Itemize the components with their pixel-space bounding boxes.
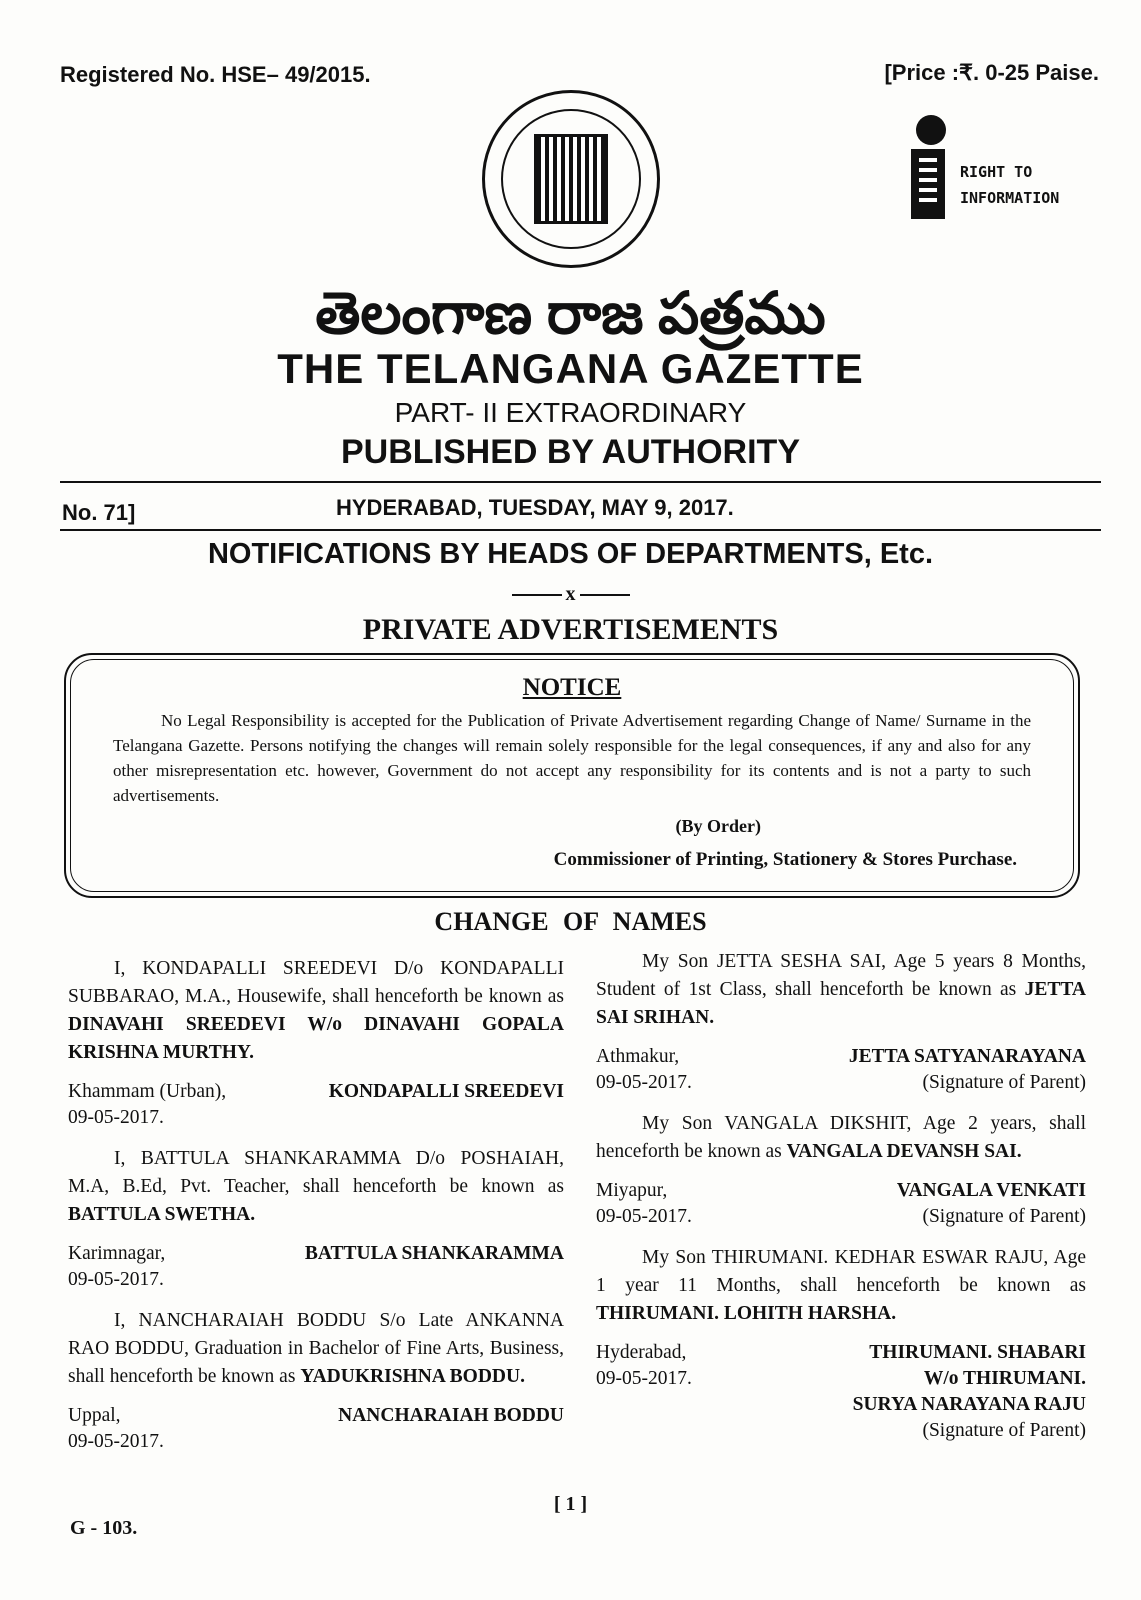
- name-change-entry: [68, 1145, 564, 1229]
- entry-text: My Son THIRUMANI. KEDHAR ESWAR RAJU, Age 1 year 11 Months, shall henceforth be known as: [596, 1247, 1086, 1296]
- kakatiya-gate-icon: [534, 134, 608, 224]
- place: Miyapur,: [596, 1180, 668, 1201]
- place: Uppal,: [68, 1405, 121, 1426]
- signature-note: (Signature of Parent): [922, 1206, 1086, 1227]
- title-telugu: తెలంగాణ రాజ పత్రము: [315, 281, 826, 346]
- date: 09-05-2017.: [596, 1072, 692, 1093]
- entry-text: I, KONDAPALLI SREEDEVI D/o KONDAPALLI SUBBARAO, M.A., Housewife, shall henceforth be known as: [68, 958, 564, 1007]
- notice-title: NOTICE: [522, 674, 622, 701]
- signature-block: [596, 1178, 1086, 1230]
- right-column: [596, 948, 1086, 1458]
- dateline: HYDERABAD, TUESDAY, MAY 9, 2017.: [336, 495, 734, 520]
- entry-text: I, BATTULA SHANKARAMMA D/o POSHAIAH, M.A, B.Ed, Pvt. Teacher, shall henceforth be known as: [68, 1148, 564, 1197]
- notice-body: No Legal Responsibility is accepted for the Publication of Private Advertisement regarding Change of Name/ Surname in the Telangana Gazette. Persons notifying the changes will remain solely responsible for the legal consequences, if any and also for any other misrepresentation etc. however, Government do not accept any responsibility for its contents and is not a party to such advertisements.: [113, 711, 1031, 805]
- new-name: VANGALA DEVANSH SAI.: [786, 1141, 1022, 1162]
- private-advertisements-heading: PRIVATE ADVERTISEMENTS: [362, 613, 779, 646]
- signature-block: [596, 1340, 1086, 1444]
- part-label: PART- II EXTRAORDINARY: [394, 397, 747, 428]
- signer: THIRUMANI. SHABARI: [869, 1342, 1086, 1363]
- issue-number: No. 71]: [62, 500, 136, 525]
- divider: [60, 529, 1101, 531]
- date: 09-05-2017.: [68, 1431, 164, 1452]
- place: Hyderabad,: [596, 1342, 687, 1363]
- divider: [60, 481, 1101, 483]
- new-name: BATTULA SWETHA.: [68, 1204, 256, 1225]
- signature-note: (Signature of Parent): [922, 1072, 1086, 1093]
- page-number: [ 1 ]: [553, 1493, 588, 1515]
- signer: KONDAPALLI SREEDEVI: [328, 1081, 564, 1102]
- change-of-names-heading: CHANGE OF NAMES: [434, 907, 707, 936]
- signer-line3: SURYA NARAYANA RAJU: [852, 1394, 1086, 1415]
- entry-text: My Son JETTA SESHA SAI, Age 5 years 8 Months, Student of 1st Class, shall henceforth be known as: [596, 951, 1086, 1000]
- new-name: JETTA SAI SRIHAN.: [596, 979, 1086, 1028]
- gazette-code: G - 103.: [70, 1517, 138, 1539]
- notice-box: [64, 653, 1080, 898]
- date: 09-05-2017.: [68, 1269, 164, 1290]
- date: 09-05-2017.: [68, 1107, 164, 1128]
- document-icon: [911, 149, 945, 219]
- signer: BATTULA SHANKARAMMA: [304, 1243, 564, 1264]
- separator: [0, 583, 1141, 606]
- name-change-entry: [596, 1110, 1086, 1166]
- date: 09-05-2017.: [596, 1368, 692, 1389]
- name-change-entry: [596, 948, 1086, 1032]
- signer: VANGALA VENKATI: [896, 1180, 1086, 1201]
- left-column: [68, 955, 564, 1469]
- published-by-authority: PUBLISHED BY AUTHORITY: [340, 433, 801, 471]
- rti-line1: RIGHT TO: [960, 163, 1033, 181]
- new-name: THIRUMANI. LOHITH HARSHA.: [596, 1303, 897, 1324]
- notifications-heading: NOTIFICATIONS BY HEADS OF DEPARTMENTS, Etc.: [207, 538, 934, 570]
- name-change-entry: [68, 955, 564, 1067]
- name-change-entry: [68, 1307, 564, 1391]
- price: [Price :₹. 0-25 Paise.: [884, 60, 1099, 85]
- new-name: YADUKRISHNA BODDU.: [300, 1366, 525, 1387]
- new-name: DINAVAHI SREEDEVI W/o DINAVAHI GOPALA KRISHNA MURTHY.: [68, 1014, 564, 1063]
- entry-text: My Son VANGALA DIKSHIT, Age 2 years, shall henceforth be known as: [596, 1113, 1086, 1162]
- government-seal-logo: [482, 90, 660, 268]
- name-change-entry: [596, 1244, 1086, 1328]
- signer-line2: W/o THIRUMANI.: [923, 1368, 1086, 1389]
- gazette-title: THE TELANGANA GAZETTE: [277, 345, 864, 392]
- place: Khammam (Urban),: [68, 1081, 227, 1102]
- entry-text: I, NANCHARAIAH BODDU S/o Late ANKANNA RAO BODDU, Graduation in Bachelor of Fine Arts, Business, shall henceforth be known as: [68, 1310, 564, 1387]
- signature-block: [68, 1241, 564, 1293]
- notice-signatory: Commissioner of Printing, Stationery & Stores Purchase.: [553, 849, 1017, 870]
- place: Karimnagar,: [68, 1243, 166, 1264]
- signature-block: [596, 1044, 1086, 1096]
- right-to-information-logo: [908, 115, 1078, 220]
- place: Athmakur,: [596, 1046, 680, 1067]
- signature-note: (Signature of Parent): [922, 1420, 1086, 1441]
- date: 09-05-2017.: [596, 1206, 692, 1227]
- registered-number: Registered No. HSE– 49/2015.: [60, 62, 371, 87]
- signer: JETTA SATYANARAYANA: [848, 1046, 1086, 1067]
- signature-block: [68, 1403, 564, 1455]
- signer: NANCHARAIAH BODDU: [338, 1405, 564, 1426]
- rti-line2: INFORMATION: [960, 189, 1060, 207]
- separator-mark: x: [565, 583, 576, 605]
- by-order: (By Order): [675, 816, 761, 836]
- signature-block: [68, 1079, 564, 1131]
